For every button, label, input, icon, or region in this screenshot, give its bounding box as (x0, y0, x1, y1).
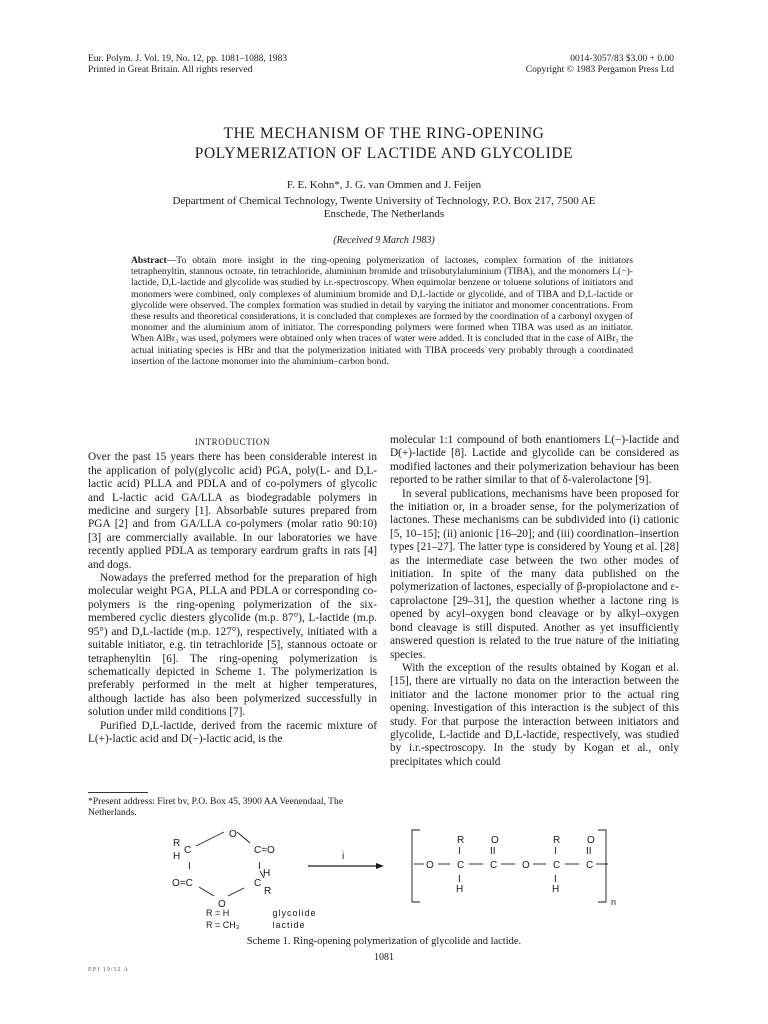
legend-row-lactide (206, 919, 317, 931)
chain-atom-c-4: C (586, 860, 594, 871)
ring-c-upper: C (184, 845, 192, 856)
ring-bar-left: I (188, 861, 191, 872)
section-heading-introduction: INTRODUCTION (194, 437, 271, 447)
chain-bond-2: I (554, 846, 557, 857)
ring-r-upper: R (173, 838, 181, 849)
price-code: 0014-3057/83 $3.00 + 0.00 (570, 54, 674, 64)
chain-h-2: H (552, 884, 560, 895)
legend-r-lactide: R = CH₃ (206, 920, 240, 930)
chain-o-2: O (587, 835, 595, 846)
ring-c-lower: C (254, 878, 262, 889)
chain-subscript-n: n (611, 897, 617, 907)
title-line-2: POLYMERIZATION OF LACTIDE AND GLYCOLIDE (194, 145, 574, 162)
chain-atom-c-1: C (457, 860, 465, 871)
author-list: F. E. Kohn*, J. G. van Ommen and J. Feijen (286, 179, 482, 191)
scheme-caption: Scheme 1. Ring-opening polymerization of glycolide and lactide. (246, 936, 522, 947)
page-number: 1081 (374, 952, 394, 963)
ring-carbonyl-right: C=O (254, 845, 275, 856)
chain-r-2: R (553, 835, 561, 846)
title-line-1: THE MECHANISM OF THE RING-OPENING (223, 125, 545, 142)
paragraph: In several publications, mechanisms have been proposed for the initiation or, in a broader sense, for the polymerization of lactones. These mechanisms can be subdivided into (i) cationic [5, 10–15]; (ii) anionic [16–20]; and (iii) coordination–insertion types [21–27]. The latter type is considered by Young et al. [28] as the intermediate case between the two other modes of initiation. In spite of the many data published on the polymerization of lactones, especially of β-propiolactone and ε-caprolactone [29–31], the question whether a lactone ring is opened by acyl–oxygen bond cleavage or by alkyl–oxygen bond cleavage is still disputed. Another as yet insufficiently answered question is related to the true nature of the initiating species. (390, 487, 679, 661)
legend-row-glycolide (206, 907, 317, 919)
abstract (131, 255, 633, 367)
affiliation-line-1: Department of Chemical Technology, Twente University of Technology, P.O. Box 217, 7500 AE (172, 195, 596, 207)
scheme-legend (206, 907, 317, 931)
chain-double-1: II (490, 846, 496, 857)
chain-h-1: H (456, 884, 464, 895)
received-date: (Received 9 March 1983) (333, 235, 435, 246)
chain-atom-c-3: C (553, 860, 561, 871)
journal-citation: Eur. Polym. J. Vol. 19, No. 12, pp. 1081–1088, 1983 (88, 54, 288, 64)
chain-bond-1: I (458, 846, 461, 857)
right-column (390, 434, 679, 769)
paragraph: Over the past 15 years there has been considerable interest in the application of poly(glycolic acid) PGA, poly(L- and D,L-lactic acid) PLLA and PDLA and of co-polymers of glycolic and L-lactic acid GA/LLA as biodegradable polymers in medicine and surgery [1]. Absorbable sutures prepared from PGA [2] and from GA/LLA co-polymers (molar ratio 90:10) [3] are commercially available. In our laboratories we have recently applied PDLA as temporary eardrum grafts in rats [4] and dogs. (88, 451, 377, 571)
chain-o-1: O (491, 835, 499, 846)
abstract-label: Abstract (131, 255, 167, 266)
journal-header-left (88, 54, 287, 76)
legend-name-lactide: lactide (272, 920, 306, 930)
affiliation-line-2: Enschede, The Netherlands (323, 208, 445, 220)
journal-header-right (526, 54, 674, 76)
paragraph: Nowadays the preferred method for the preparation of high molecular weight PGA, PLLA and PDLA or corresponding co-polymers is the ring-opening polymerization of the six-membered cyclic diesters glycolide (m.p. 87°), L-lactide (m.p. 95°) and D,L-lactide (m.p. 127°), respectively, initiated with a suitable initiator, e.g. tin tetrachloride [5], stannous octoate or tetraphenyltin [6]. The ring-opening polymerization is schematically depicted in Scheme 1. The polymerization is preferably performed in the melt at higher temperatures, although lactide has also been polymerized successfully in solution under mild conditions [7]. (88, 572, 377, 719)
left-column (88, 436, 377, 746)
footnote-rule (88, 792, 148, 793)
chain-r-1: R (457, 835, 465, 846)
paragraph: With the exception of the results obtained by Kogan et al. [15], there are virtually no data on the interaction between the initiator and the lactone monomer prior to the actual ring opening. Investigation of this interaction is the subject of this study. For that purpose the interaction between initiators and glycolide, L-lactide and D,L-lactide, respectively, was studied by i.r.-spectroscopy. In the study by Kogan et al., only precipitates which could (390, 661, 679, 768)
abstract-text: —To obtain more insight in the ring-opening polymerization of lactones, complex formation of the initiators tetraphenyltin, stannous octoate, tin tetrachloride, aluminium bromide and triisobutylaluminium (TIBA), and the monomers L(−)-lactide, D,L-lactide and glycolide was studied by i.r.-spectroscopy. When equimolar benzene or toluene solutions of initiators and monomers were combined, only complexes of aluminium bromide and D,L-lactide or glycolide, and of TIBA and D,L-lactide or glycolide were observed. The complex formation was studied in detail by varying the initiator and monomer concentrations. From these results and theoretical considerations, it is concluded that complexes are formed by the coordination of a carbonyl oxygen of monomer and the aluminium atom of initiator. The corresponding polymers were formed when TIBA was used as an initiator. When AlBr₃ was used, polymers were obtained only when traces of water were added. It is concluded that in the case of AlBr₃ the actual initiating species is HBr and that the polymerization initiated with TIBA proceeds very probably through a coordinated insertion of the lactone monomer into the aluminium–carbon bond. (131, 255, 633, 367)
copyright-notice: Copyright © 1983 Pergamon Press Ltd (525, 65, 674, 75)
print-notice: Printed in Great Britain. All rights reserved (88, 65, 253, 75)
ring-o-bottom: O (218, 899, 226, 910)
ring-o-top: O (229, 829, 237, 840)
affiliation (120, 195, 648, 221)
legend-name-glycolide: glycolide (272, 908, 317, 918)
chain-atom-o-1: O (426, 860, 434, 871)
ring-h-upper: H (173, 851, 181, 862)
paper-title (0, 124, 768, 164)
footnote: *Present address: Firet bv, P.O. Box 45, 3900 AA Veenendaal, The Netherlands. (88, 796, 344, 818)
chain-bond-3: I (458, 874, 461, 885)
chain-double-2: II (586, 846, 592, 857)
chain-atom-o-2: O (522, 860, 530, 871)
ring-r-lower: R (264, 886, 272, 897)
ring-h-lower: H (263, 868, 271, 879)
arrow-label: i (342, 851, 345, 862)
chain-bond-4: I (554, 874, 557, 885)
paragraph: Purified D,L-lactide, derived from the racemic mixture of L(+)-lactic acid and D(−)-lactic acid, is the (88, 719, 377, 745)
chain-atom-c-2: C (490, 860, 498, 871)
scheme-1-diagram (120, 826, 640, 936)
legend-r-glycolide: R = H (206, 908, 230, 918)
ring-carbonyl-left: O=C (172, 878, 193, 889)
page-code: EPJ 19/12 A (88, 967, 130, 973)
paragraph: molecular 1:1 compound of both enantiomers L(−)-lactide and D(+)-lactide [8]. Lactide and glycolide can be considered as modified lactones and their polymerization behaviour has been reported to be rather similar to that of δ-valerolactone [9]. (390, 434, 679, 487)
ring-bar-right: I (258, 861, 261, 872)
